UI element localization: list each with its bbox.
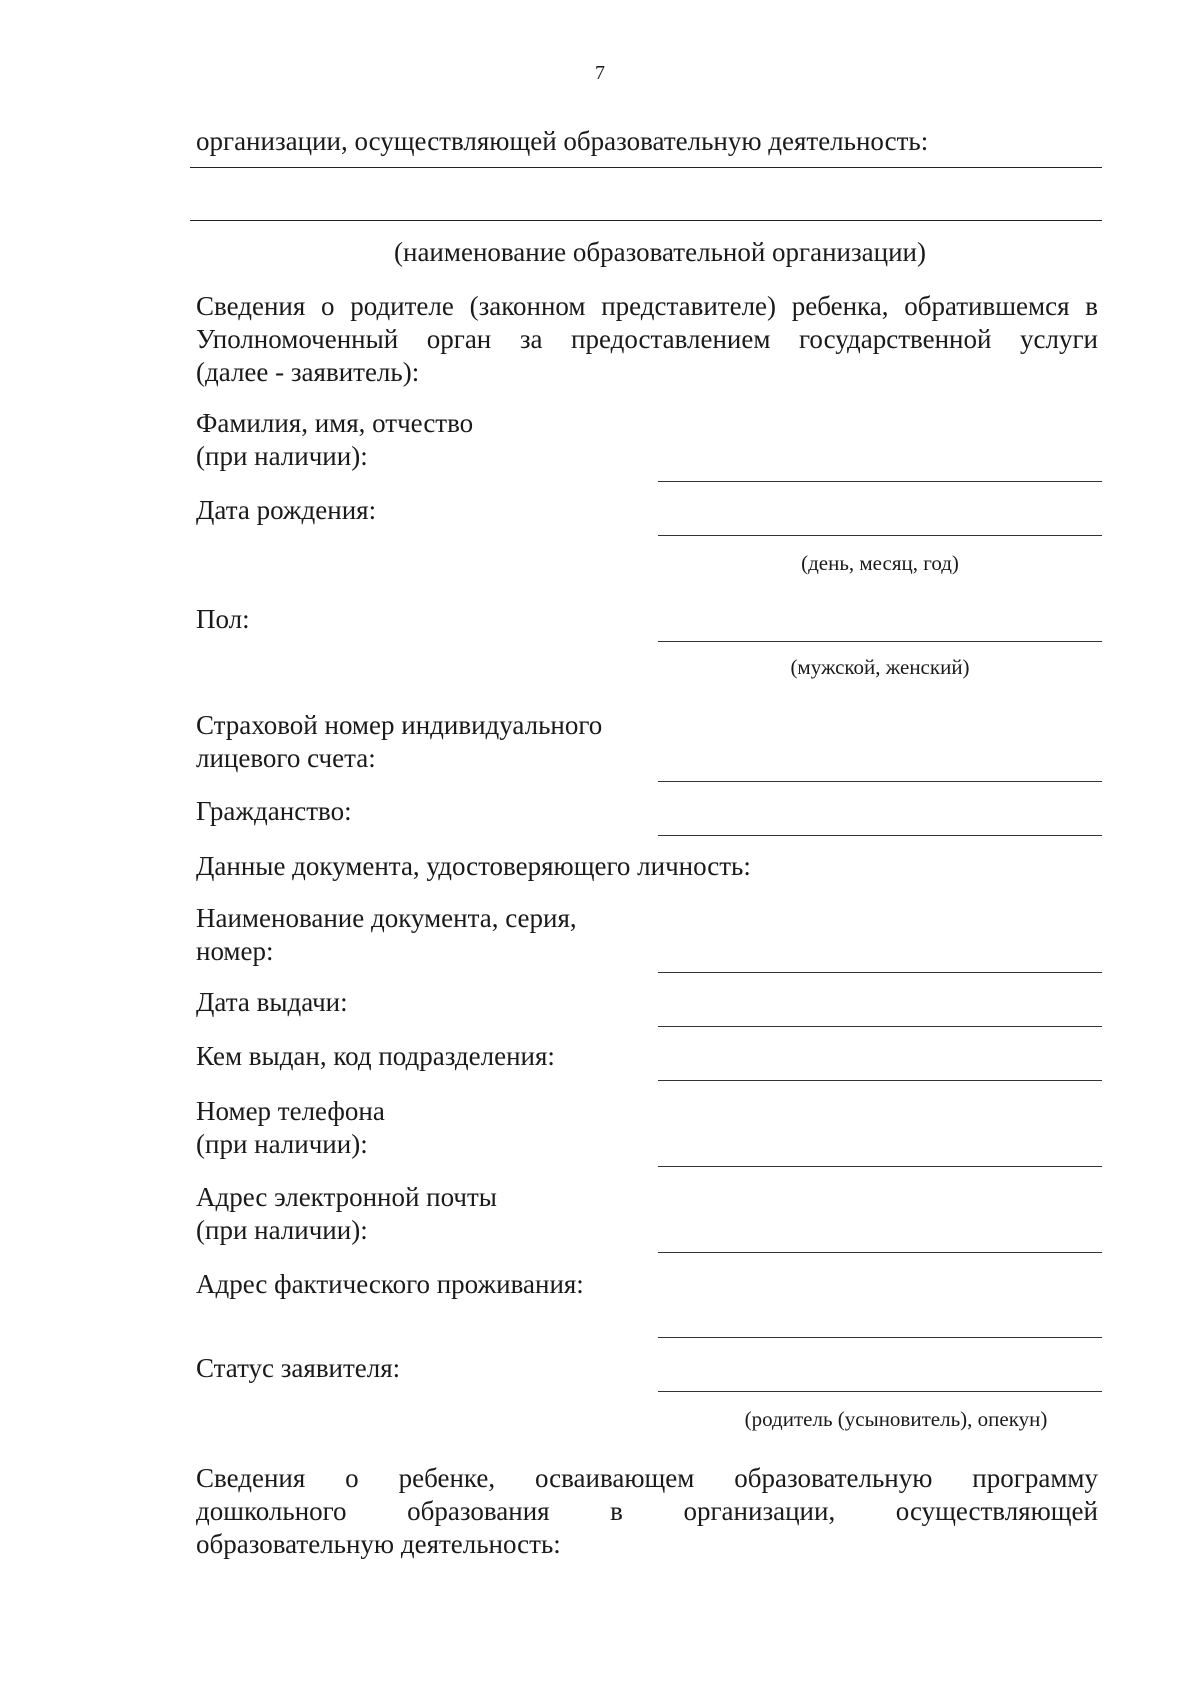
fio-label-2: (при наличии): bbox=[196, 441, 368, 471]
gender-hint: (мужской, женский) bbox=[790, 655, 970, 679]
birth-date-field[interactable] bbox=[658, 535, 1102, 536]
status-hint: (родитель (усыновитель), опекун) bbox=[744, 1407, 1048, 1431]
applicant-heading-line-1: Сведения о родителе (законном представителе) ребенка, обратившемся в bbox=[196, 291, 1098, 321]
intro-text: организации, осуществляющей образовательную деятельность: bbox=[196, 126, 929, 156]
status-field[interactable] bbox=[658, 1391, 1102, 1392]
snils-label-1: Страховой номер индивидуального bbox=[196, 710, 603, 740]
org-name-caption: (наименование образовательной организации) bbox=[394, 237, 926, 267]
status-label: Статус заявителя: bbox=[196, 1353, 401, 1383]
phone-field[interactable] bbox=[658, 1166, 1102, 1167]
email-label-1: Адрес электронной почты bbox=[196, 1182, 497, 1212]
address-field[interactable] bbox=[658, 1337, 1102, 1338]
child-heading-line-1: Сведения о ребенке, осваивающем образовательную программу bbox=[196, 1463, 1098, 1493]
id-document-heading: Данные документа, удостоверяющего личность: bbox=[196, 851, 751, 881]
child-heading bbox=[196, 1462, 1098, 1561]
child-heading-line-3: образовательную деятельность: bbox=[196, 1529, 561, 1559]
phone-label-1: Номер телефона bbox=[196, 1096, 385, 1126]
org-name-line-2[interactable] bbox=[190, 220, 1102, 221]
applicant-heading-line-3: (далее - заявитель): bbox=[196, 357, 420, 387]
email-field[interactable] bbox=[658, 1252, 1102, 1253]
citizenship-label: Гражданство: bbox=[196, 796, 352, 826]
issued-by-label: Кем выдан, код подразделения: bbox=[196, 1041, 555, 1071]
org-name-line-1[interactable] bbox=[190, 167, 1102, 168]
citizenship-field[interactable] bbox=[658, 835, 1102, 836]
fio-field[interactable] bbox=[658, 481, 1102, 482]
issue-date-field[interactable] bbox=[658, 1026, 1102, 1027]
doc-name-label-2: номер: bbox=[196, 936, 274, 966]
snils-field[interactable] bbox=[658, 781, 1102, 782]
child-heading-line-2: дошкольного образования в организации, осуществляющей bbox=[196, 1496, 1098, 1526]
page-number: 7 bbox=[595, 62, 605, 84]
doc-name-label-1: Наименование документа, серия, bbox=[196, 903, 577, 933]
issue-date-label: Дата выдачи: bbox=[196, 987, 348, 1017]
applicant-heading bbox=[196, 290, 1098, 389]
fio-label-1: Фамилия, имя, отчество bbox=[196, 408, 474, 438]
gender-label: Пол: bbox=[196, 604, 250, 634]
address-label: Адрес фактического проживания: bbox=[196, 1269, 584, 1299]
gender-field[interactable] bbox=[658, 641, 1102, 642]
applicant-heading-line-2: Уполномоченный орган за предоставлением государственной услуги bbox=[196, 324, 1098, 354]
email-label-2: (при наличии): bbox=[196, 1215, 368, 1245]
issued-by-field[interactable] bbox=[658, 1080, 1102, 1081]
doc-name-field[interactable] bbox=[658, 972, 1102, 973]
snils-label-2: лицевого счета: bbox=[196, 743, 376, 773]
phone-label-2: (при наличии): bbox=[196, 1129, 368, 1159]
birth-date-hint: (день, месяц, год) bbox=[801, 551, 959, 575]
birth-date-label: Дата рождения: bbox=[196, 495, 377, 525]
